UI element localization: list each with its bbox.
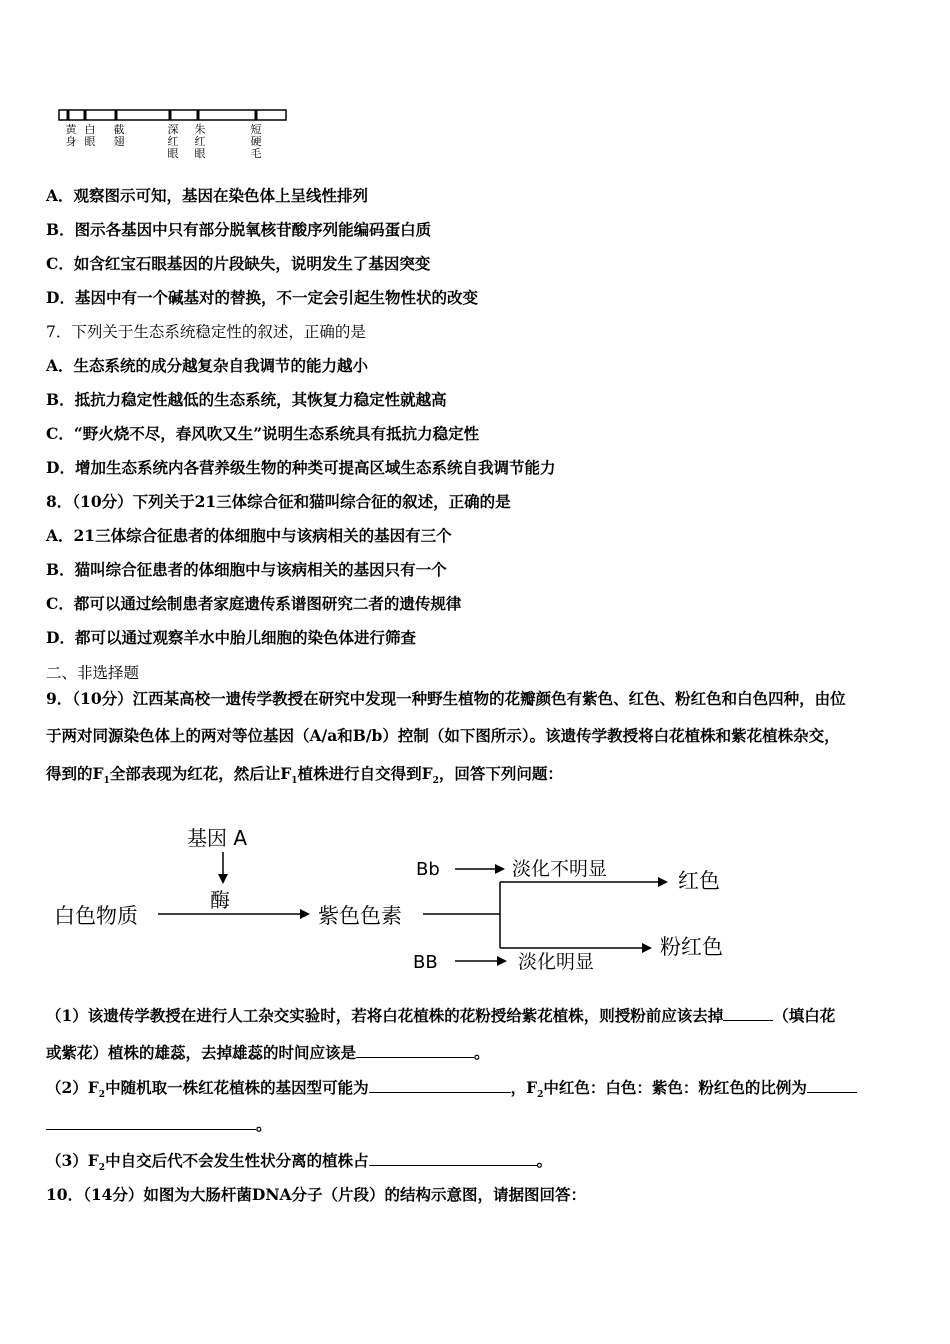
q7-option-d: D．增加生态系统内各营养级生物的种类可提高区域生态系统自我调节能力 — [46, 458, 556, 477]
q6-option-b: B．图示各基因中只有部分脱氧核苷酸序列能编码蛋白质 — [46, 220, 432, 239]
gene-label-yellow-body: 黄 身 — [65, 123, 77, 148]
section-title: 二、非选择题 — [46, 664, 140, 682]
q6-option-d: D．基因中有一个碱基对的替换，不一定会引起生物性状的改变 — [46, 288, 478, 307]
q9-part-2-line-1: $(2)F_2$中随机取一株红花植株的基因型可能为 ，$F_2$中红色：白色：紫色：粉红色的比例为 — [46, 1078, 857, 1105]
answer-blank-6[interactable] — [369, 1151, 537, 1166]
q8-stem: 8．（10分）下列关于21三体综合征和猫叫综合征的叙述，正确的是 — [46, 492, 511, 511]
q9-part-2-line-2: 。 — [46, 1115, 272, 1135]
q10-stem: 10．（14分）如图为大肠杆菌DNA分子（片段）的结构示意图，请据图回答： — [46, 1185, 587, 1204]
q9-part-1-line-1: （1）该遗传学教授在进行人工杂交实验时，若将白花植株的花粉授给紫花植株，则授粉前应该去掉 （填白花 — [46, 1006, 836, 1025]
answer-blank-4[interactable] — [807, 1078, 857, 1093]
answer-blank-2[interactable] — [356, 1043, 474, 1058]
enzyme-label: 酶 — [210, 888, 230, 912]
gene-label-vermilion-eye: 朱 红 眼 — [194, 123, 206, 160]
q8-option-c: C．都可以通过绘制患者家庭遗传系谱图研究二者的遗传规律 — [46, 594, 462, 613]
fade-strong-label: 淡化明显 — [518, 951, 595, 973]
answer-blank-5[interactable] — [46, 1115, 256, 1130]
pigment-pathway-diagram — [40, 815, 760, 985]
gene-label-short-bristle: 短 硬 毛 — [250, 123, 262, 160]
q7-option-b: B．抵抗力稳定性越低的生态系统，其恢复力稳定性就越高 — [46, 390, 447, 409]
fade-weak-label: 淡化不明显 — [512, 858, 608, 880]
purple-pigment-label: 紫色色素 — [318, 904, 402, 928]
bb-lower-label: BB — [413, 952, 438, 973]
q9-part-1-line-2: 或紫花）植株的雄蕊，去掉雄蕊的时间应该是 。 — [46, 1043, 490, 1062]
q9-line-1: 9．（10分）江西某高校一遗传学教授在研究中发现一种野生植物的花瓣颜色有紫色、红色、粉红色和白色四种，由位 — [46, 689, 846, 708]
q7-option-c: C．“野火烧不尽，春风吹又生”说明生态系统具有抵抗力稳定性 — [46, 424, 480, 443]
q7-option-a: A．生态系统的成分越复杂自我调节的能力越小 — [46, 356, 369, 375]
q9-part-3: $(3)F_2$中自交后代不会发生性状分离的植株占 。 — [46, 1151, 553, 1174]
q9-line-2: 于两对同源染色体上的两对等位基因（A/a和B/b）控制（如下图所示）。该遗传学教授将白花植株和紫花植株杂交， — [46, 726, 840, 745]
answer-blank-1[interactable] — [723, 1006, 773, 1021]
q8-option-a: A．21三体综合征患者的体细胞中与该病相关的基因有三个 — [46, 526, 452, 545]
answer-blank-3[interactable] — [369, 1078, 511, 1093]
q8-option-d: D．都可以通过观察羊水中胎儿细胞的染色体进行筛查 — [46, 628, 416, 647]
gene-a-label: 基因 A — [187, 826, 248, 850]
chromosome-bar — [58, 108, 290, 124]
bb-upper-label: Bb — [416, 859, 440, 880]
q9-line-3: 得到的$F_1$全部表现为红花，然后让$F_1$植株进行自交得到$F_2$，回答下列问题： — [46, 764, 563, 787]
pink-label: 粉红色 — [660, 935, 723, 959]
gene-label-white-eye: 白 眼 — [84, 123, 96, 148]
q6-option-a: A．观察图示可知，基因在染色体上呈线性排列 — [46, 186, 369, 205]
white-substance-label: 白色物质 — [54, 904, 138, 928]
gene-label-dark-red-eye: 深 红 眼 — [167, 123, 179, 160]
gene-label-cut-wing: 截 翅 — [113, 123, 125, 148]
q6-option-c: C．如含红宝石眼基因的片段缺失，说明发生了基因突变 — [46, 254, 431, 273]
q7-stem: 7．下列关于生态系统稳定性的叙述，正确的是 — [46, 323, 366, 341]
red-label: 红色 — [678, 869, 720, 893]
q8-option-b: B．猫叫综合征患者的体细胞中与该病相关的基因只有一个 — [46, 560, 447, 579]
